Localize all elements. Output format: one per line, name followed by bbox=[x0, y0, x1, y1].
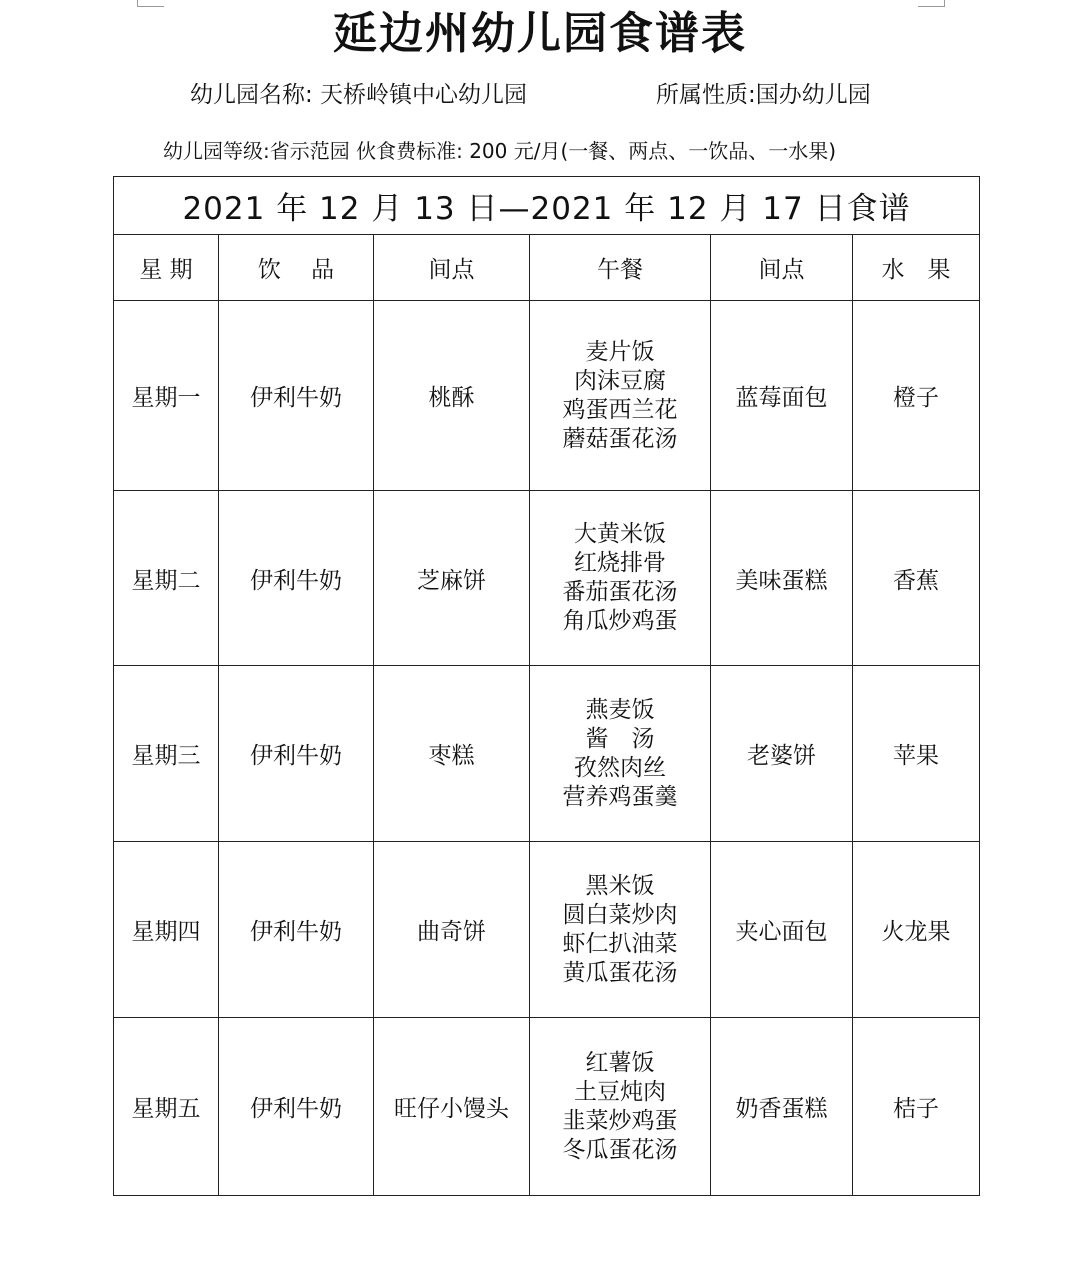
snack-morning-cell: 曲奇饼 bbox=[374, 842, 530, 1018]
lunch-item: 黑米饭 bbox=[585, 872, 655, 899]
lunch-item: 营养鸡蛋羹 bbox=[562, 783, 678, 810]
fruit-cell: 火龙果 bbox=[853, 842, 980, 1018]
header-drink: 饮 品 bbox=[219, 235, 374, 301]
kindergarten-name: 幼儿园名称: 天桥岭镇中心幼儿园 bbox=[190, 82, 528, 108]
drink-cell: 伊利牛奶 bbox=[219, 1018, 374, 1196]
header-fruit: 水 果 bbox=[853, 235, 980, 301]
header-lunch: 午餐 bbox=[530, 235, 711, 301]
drink-cell: 伊利牛奶 bbox=[219, 301, 374, 491]
header-snack-afternoon: 间点 bbox=[711, 235, 853, 301]
fruit-cell: 苹果 bbox=[853, 666, 980, 842]
header-day: 星 期 bbox=[114, 235, 219, 301]
week-date-range: 2021 年 12 月 13 日—2021 年 12 月 17 日食谱 bbox=[114, 177, 980, 235]
lunch-item: 番茄蛋花汤 bbox=[562, 579, 678, 605]
day-cell: 星期三 bbox=[114, 666, 219, 842]
drink-cell: 伊利牛奶 bbox=[219, 666, 374, 842]
drink-cell: 伊利牛奶 bbox=[219, 842, 374, 1018]
grade-and-fee: 幼儿园等级:省示范园 伙食费标准: 200 元/月(一餐、两点、一饮品、一水果) bbox=[163, 139, 837, 163]
lunch-item: 土豆炖肉 bbox=[574, 1078, 666, 1105]
lunch-item: 红薯饭 bbox=[585, 1049, 655, 1076]
fruit-cell: 橙子 bbox=[853, 301, 980, 491]
table-row bbox=[114, 1018, 980, 1196]
week-title-row bbox=[114, 177, 980, 235]
snack-afternoon-cell: 奶香蛋糕 bbox=[711, 1018, 853, 1196]
lunch-item: 圆白菜炒肉 bbox=[562, 901, 678, 928]
day-cell: 星期一 bbox=[114, 301, 219, 491]
lunch-item: 鸡蛋西兰花 bbox=[562, 396, 678, 423]
fruit-cell: 桔子 bbox=[853, 1018, 980, 1196]
lunch-cell bbox=[530, 491, 711, 666]
weekly-menu-table bbox=[113, 176, 980, 1196]
snack-morning-cell: 芝麻饼 bbox=[374, 491, 530, 666]
lunch-item: 角瓜炒鸡蛋 bbox=[562, 608, 678, 634]
day-cell: 星期四 bbox=[114, 842, 219, 1018]
table-row bbox=[114, 301, 980, 491]
table-row bbox=[114, 842, 980, 1018]
lunch-cell bbox=[530, 666, 711, 842]
snack-afternoon-cell: 老婆饼 bbox=[711, 666, 853, 842]
drink-cell: 伊利牛奶 bbox=[219, 491, 374, 666]
lunch-item: 麦片饭 bbox=[585, 338, 655, 365]
lunch-item: 黄瓜蛋花汤 bbox=[562, 959, 678, 986]
lunch-item: 肉沫豆腐 bbox=[574, 367, 666, 394]
snack-afternoon-cell: 蓝莓面包 bbox=[711, 301, 853, 491]
snack-afternoon-cell: 夹心面包 bbox=[711, 842, 853, 1018]
lunch-item: 大黄米饭 bbox=[574, 521, 666, 547]
snack-afternoon-cell: 美味蛋糕 bbox=[711, 491, 853, 666]
fruit-cell: 香蕉 bbox=[853, 491, 980, 666]
snack-morning-cell: 枣糕 bbox=[374, 666, 530, 842]
day-cell: 星期五 bbox=[114, 1018, 219, 1196]
lunch-item: 孜然肉丝 bbox=[574, 754, 666, 781]
header-row bbox=[114, 235, 980, 301]
lunch-item: 酱 汤 bbox=[585, 725, 655, 752]
lunch-item: 红烧排骨 bbox=[574, 550, 666, 576]
header-snack-morning: 间点 bbox=[374, 235, 530, 301]
snack-morning-cell: 桃酥 bbox=[374, 301, 530, 491]
lunch-item: 虾仁扒油菜 bbox=[562, 930, 678, 957]
table-row bbox=[114, 666, 980, 842]
lunch-cell bbox=[530, 842, 711, 1018]
document-title: 延边州幼儿园食谱表 bbox=[333, 8, 747, 59]
snack-morning-cell: 旺仔小馒头 bbox=[374, 1018, 530, 1196]
lunch-item: 韭菜炒鸡蛋 bbox=[562, 1107, 678, 1134]
day-cell: 星期二 bbox=[114, 491, 219, 666]
lunch-cell bbox=[530, 1018, 711, 1196]
kindergarten-nature: 所属性质:国办幼儿园 bbox=[656, 82, 871, 108]
lunch-cell bbox=[530, 301, 711, 491]
table-row bbox=[114, 491, 980, 666]
lunch-item: 蘑菇蛋花汤 bbox=[562, 425, 678, 452]
lunch-item: 燕麦饭 bbox=[585, 696, 655, 723]
lunch-item: 冬瓜蛋花汤 bbox=[562, 1136, 678, 1163]
